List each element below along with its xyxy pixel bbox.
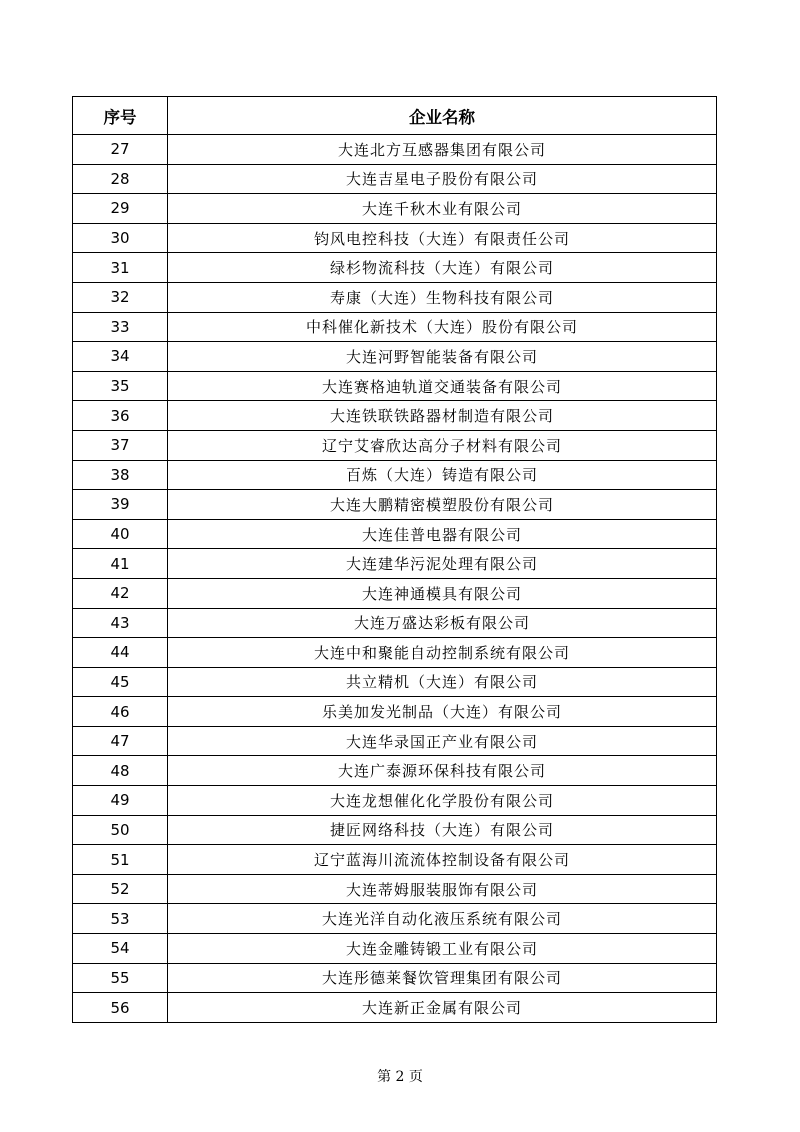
row-number: 49 (73, 786, 168, 816)
company-name: 大连华录国正产业有限公司 (168, 726, 717, 756)
row-number: 46 (73, 697, 168, 727)
company-name: 乐美加发光制品（大连）有限公司 (168, 697, 717, 727)
company-name: 大连万盛达彩板有限公司 (168, 608, 717, 638)
table-row (73, 667, 717, 697)
company-name: 大连吉星电子股份有限公司 (168, 164, 717, 194)
row-number: 29 (73, 194, 168, 224)
row-number: 27 (73, 135, 168, 165)
row-number: 52 (73, 874, 168, 904)
company-name: 大连赛格迪轨道交通装备有限公司 (168, 371, 717, 401)
table-row (73, 223, 717, 253)
company-name: 钧风电控科技（大连）有限责任公司 (168, 223, 717, 253)
company-name: 大连彤德莱餐饮管理集团有限公司 (168, 963, 717, 993)
company-name: 大连新正金属有限公司 (168, 993, 717, 1023)
table-row (73, 934, 717, 964)
company-name: 大连龙想催化化学股份有限公司 (168, 786, 717, 816)
row-number: 50 (73, 815, 168, 845)
row-number: 43 (73, 608, 168, 638)
company-name: 百炼（大连）铸造有限公司 (168, 460, 717, 490)
company-name: 大连蒂姆服装服饰有限公司 (168, 874, 717, 904)
table-row (73, 993, 717, 1023)
row-number: 40 (73, 519, 168, 549)
table-row (73, 164, 717, 194)
table-row (73, 371, 717, 401)
table-row (73, 430, 717, 460)
table-row (73, 845, 717, 875)
table-row (73, 726, 717, 756)
table-row (73, 135, 717, 165)
company-name: 寿康（大连）生物科技有限公司 (168, 282, 717, 312)
table-row (73, 312, 717, 342)
header-company-name: 企业名称 (168, 97, 717, 135)
table-row (73, 549, 717, 579)
table-row (73, 815, 717, 845)
row-number: 41 (73, 549, 168, 579)
row-number: 35 (73, 371, 168, 401)
row-number: 33 (73, 312, 168, 342)
row-number: 45 (73, 667, 168, 697)
company-name: 中科催化新技术（大连）股份有限公司 (168, 312, 717, 342)
company-name: 大连铁联铁路器材制造有限公司 (168, 401, 717, 431)
table-row (73, 963, 717, 993)
table-row (73, 401, 717, 431)
table-row (73, 786, 717, 816)
row-number: 31 (73, 253, 168, 283)
table-row (73, 756, 717, 786)
table-row (73, 253, 717, 283)
table-row (73, 697, 717, 727)
company-name: 辽宁艾睿欣达高分子材料有限公司 (168, 430, 717, 460)
table-row (73, 460, 717, 490)
row-number: 32 (73, 282, 168, 312)
row-number: 39 (73, 490, 168, 520)
company-name: 大连金雕铸锻工业有限公司 (168, 934, 717, 964)
row-number: 30 (73, 223, 168, 253)
company-name: 大连千秋木业有限公司 (168, 194, 717, 224)
company-name: 辽宁蓝海川流流体控制设备有限公司 (168, 845, 717, 875)
row-number: 55 (73, 963, 168, 993)
table-row (73, 874, 717, 904)
header-number: 序号 (73, 97, 168, 135)
row-number: 34 (73, 342, 168, 372)
row-number: 37 (73, 430, 168, 460)
company-name: 大连广泰源环保科技有限公司 (168, 756, 717, 786)
table-body (73, 135, 717, 1023)
table-row (73, 638, 717, 668)
company-name: 大连北方互感器集团有限公司 (168, 135, 717, 165)
company-name: 大连佳普电器有限公司 (168, 519, 717, 549)
row-number: 38 (73, 460, 168, 490)
table-row (73, 519, 717, 549)
company-name: 大连光洋自动化液压系统有限公司 (168, 904, 717, 934)
company-name: 大连中和聚能自动控制系统有限公司 (168, 638, 717, 668)
company-name: 大连河野智能装备有限公司 (168, 342, 717, 372)
row-number: 54 (73, 934, 168, 964)
table-row (73, 578, 717, 608)
table-row (73, 608, 717, 638)
table-row (73, 490, 717, 520)
company-name: 绿杉物流科技（大连）有限公司 (168, 253, 717, 283)
row-number: 53 (73, 904, 168, 934)
row-number: 36 (73, 401, 168, 431)
row-number: 56 (73, 993, 168, 1023)
company-name: 大连神通模具有限公司 (168, 578, 717, 608)
row-number: 48 (73, 756, 168, 786)
company-name: 捷匠网络科技（大连）有限公司 (168, 815, 717, 845)
table-row (73, 342, 717, 372)
row-number: 42 (73, 578, 168, 608)
table-header-row (73, 97, 717, 135)
row-number: 44 (73, 638, 168, 668)
table-row (73, 904, 717, 934)
row-number: 51 (73, 845, 168, 875)
company-name: 共立精机（大连）有限公司 (168, 667, 717, 697)
company-table (72, 96, 717, 1023)
table-row (73, 282, 717, 312)
page-number: 第 2 页 (377, 1069, 423, 1085)
row-number: 47 (73, 726, 168, 756)
table-row (73, 194, 717, 224)
company-name: 大连大鹏精密模塑股份有限公司 (168, 490, 717, 520)
row-number: 28 (73, 164, 168, 194)
company-name: 大连建华污泥处理有限公司 (168, 549, 717, 579)
